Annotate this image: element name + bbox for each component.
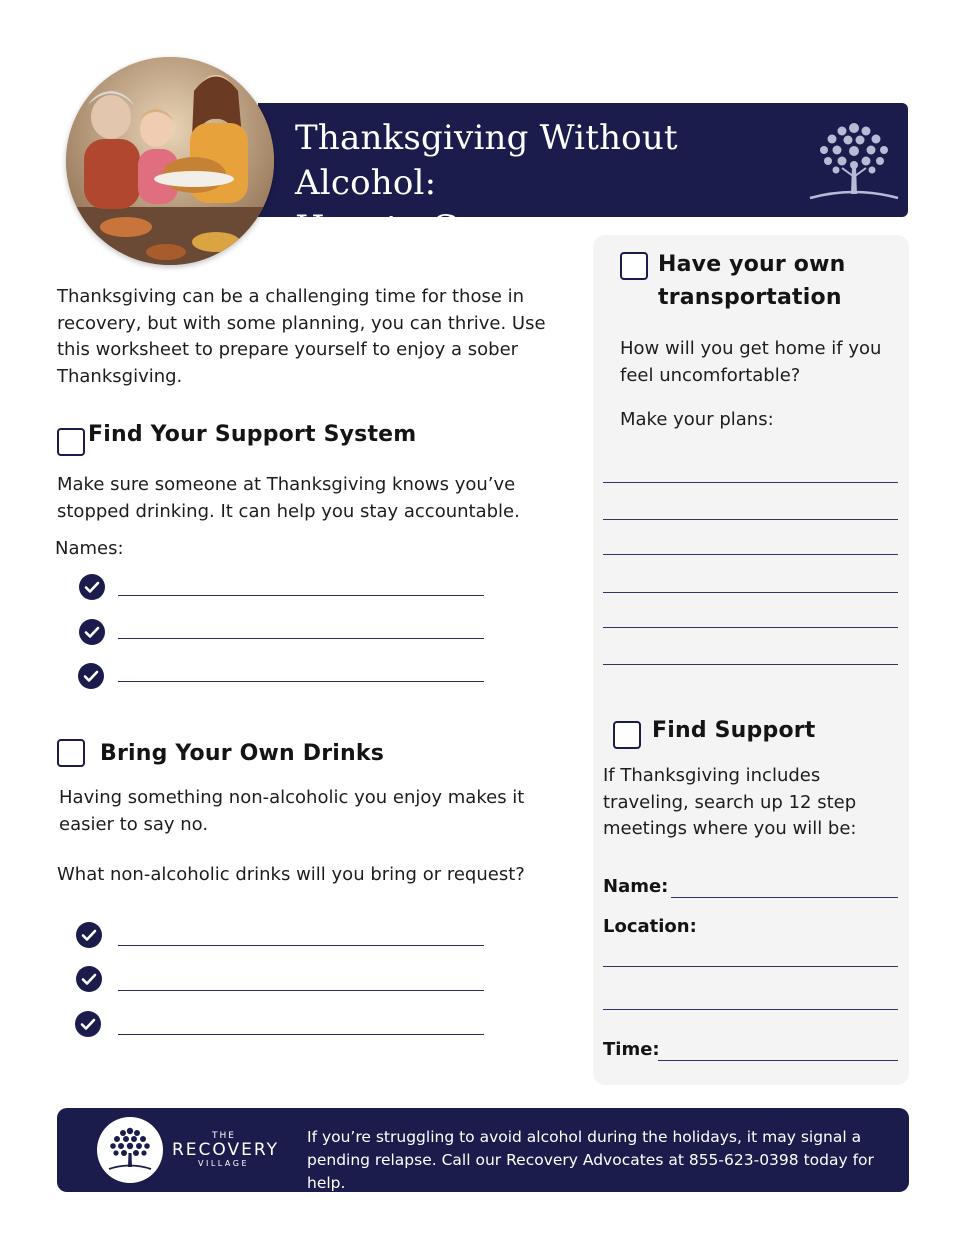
drinks-checkbox[interactable] [57,739,85,767]
drinks-heading: Bring Your Own Drinks [100,741,385,766]
name-entry-line-3[interactable] [118,681,484,682]
tree-icon [806,114,902,206]
check-circle-icon [79,619,105,645]
drink-entry-line-1[interactable] [118,945,484,946]
find-support-heading: Find Support [652,718,816,743]
plan-line-6[interactable] [603,664,898,665]
brand-recovery: RECOVERY [172,1140,279,1160]
meeting-name-line[interactable] [671,897,898,898]
transportation-question: How will you get home if you feel uncomfortable? [620,338,882,386]
support-system-checkbox[interactable] [57,428,85,456]
meeting-location-label: Location: [603,916,697,937]
title-line-2: How to Cope [295,208,521,248]
transportation-heading-line-1: Have your own [658,252,846,277]
find-support-text: If Thanksgiving includes traveling, search up 12 step meetings where you will be: [603,765,857,839]
meeting-location-line-2[interactable] [603,1009,898,1010]
check-circle-icon [76,922,102,948]
brand-village: VILLAGE [198,1159,250,1168]
plan-line-1[interactable] [603,482,898,483]
drink-entry-line-2[interactable] [118,990,484,991]
transportation-checkbox[interactable] [620,252,648,280]
check-circle-icon [78,663,104,689]
drinks-text: Having something non-alcoholic you enjoy makes it easier to say no. [59,787,525,835]
meeting-name-label: Name: [603,876,669,897]
page-title [295,116,795,251]
check-circle-icon [76,966,102,992]
intro-text: Thanksgiving can be a challenging time for those in recovery, but with some planning, you can thrive. Use this worksheet to prepare yourself to enjoy a sober Thanksgiving. [57,286,546,387]
plan-line-4[interactable] [603,592,898,593]
title-line-1: Thanksgiving Without Alcohol: [295,118,678,203]
plan-line-5[interactable] [603,627,898,628]
name-entry-line-2[interactable] [118,638,484,639]
family-serving-turkey-photo [66,57,274,265]
meeting-time-label: Time: [603,1039,660,1060]
check-circle-icon [79,574,105,600]
name-entry-line-1[interactable] [118,595,484,596]
support-system-text: Make sure someone at Thanksgiving knows you’ve stopped drinking. It can help you stay accountable. [57,474,520,522]
drink-entry-line-3[interactable] [118,1034,484,1035]
brand-the: THE [212,1131,236,1141]
transportation-heading [658,248,846,314]
transportation-heading-line-2: transportation [658,285,842,310]
plan-line-2[interactable] [603,519,898,520]
meeting-location-line-1[interactable] [603,966,898,967]
plan-line-3[interactable] [603,554,898,555]
names-label: Names: [55,538,124,559]
support-system-heading: Find Your Support System [88,422,417,447]
meeting-time-line[interactable] [658,1060,898,1061]
plans-label: Make your plans: [620,409,774,430]
drinks-question: What non-alcoholic drinks will you bring or request? [57,864,525,885]
footer-message: If you’re struggling to avoid alcohol during the holidays, it may signal a pending relapse. Call our Recovery Advocates at 855-623-0398 today for help. [307,1128,874,1192]
check-circle-icon [75,1011,101,1037]
find-support-checkbox[interactable] [613,721,641,749]
recovery-village-tree-icon [97,1117,163,1183]
